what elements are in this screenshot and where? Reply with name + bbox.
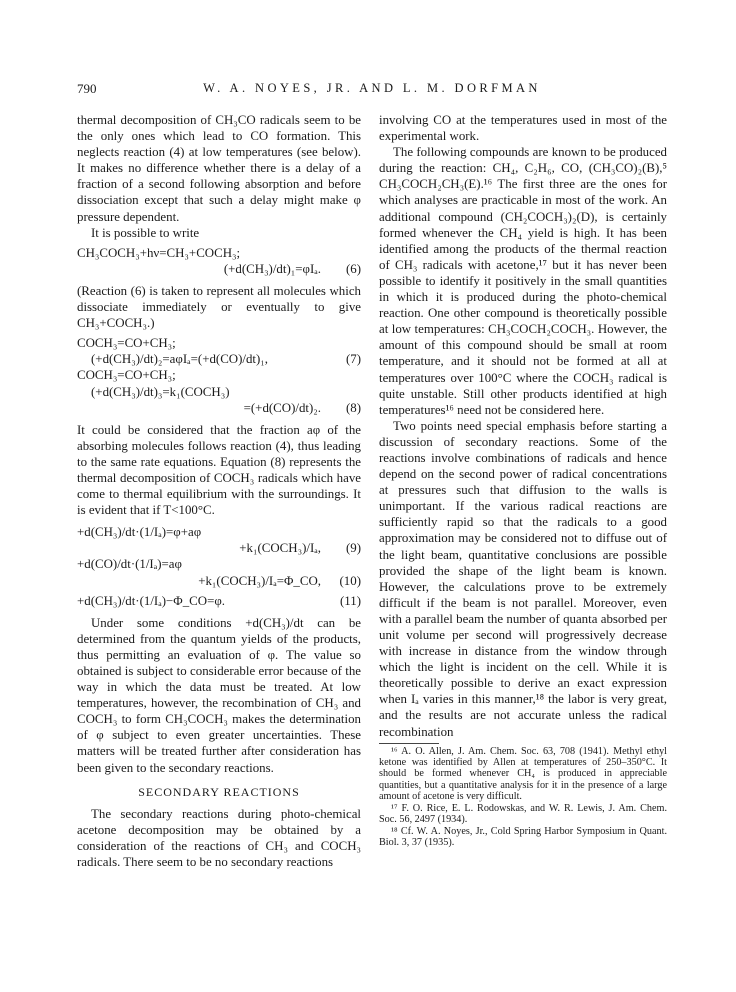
- footnote-16: ¹⁶ A. O. Allen, J. Am. Chem. Soc. 63, 708 (1941). Methyl ethyl ketone was identified by Allen at temperatures of 250–350°C. It should be formed whenever CH₄ is produced in appreciable quantities, but a quantitative analysis for it in the presence of a large amount of acetone is very difficult.: [379, 745, 667, 803]
- footnote-18: ¹⁸ Cf. W. A. Noyes, Jr., Cold Spring Harbor Symposium in Quant. Biol. 3, 37 (1935).: [379, 825, 667, 848]
- paragraph: Under some conditions +d(CH₃)/dt can be determined from the quantum yields of the products, thus permitting an evaluation of φ. The value so obtained is subject to considerable error because of the way in which the data must be treated. At low temperatures, however, the recombination of CH₃ and COCH₃ to form CH₃COCH₃ makes the determination of φ subject to even greater uncertainties. These matters will be treated further after consideration has been given to the secondary reactions.: [77, 615, 361, 775]
- equation-10: +d(CO)/dt·(1/Iₐ)=aφ: [77, 557, 182, 572]
- paragraph: The secondary reactions during photo-chemical acetone decomposition may be obtained by a consideration of the reactions of CH₃ and COCH₃ radicals. There seem to be no secondary reactions: [77, 806, 361, 870]
- paragraph: (Reaction (6) is taken to represent all molecules which dissociate immediately or eventually to give CH₃+COCH₃.): [77, 283, 361, 331]
- equation-number: (10): [339, 573, 361, 588]
- equation-number: (8): [345, 400, 361, 415]
- left-column: thermal decomposition of CH₃CO radicals seem to be the only ones which lead to CO formation. This neglects reaction (4) at low temperatures (see below). It makes no difference whether there is a delay of a fraction of a second following absorption and before dissociation except that such a delay might make φ pressure dependent. It is possible to write CH₃COCH₃+hν=CH₃+COCH₃; (+d(CH₃)/dt)₁=φIₐ. (6) (Reaction (6) is taken to represent all molecules which dissociate immediately or eventually to give CH₃+COCH₃.) COCH₃=CO+CH₃; (+d(CH₃)/dt)₂=aφIₐ=(+d(CO)/dt)₁, (7) COCH₃=CO+CH₃; (+d(CH₃)/dt)₃=k₁(COCH₃) =(+d(CO)/dt)₂. (8) It could be considered that the fraction aφ of the absorbing molecules follows reaction (4), thus leading to the same rate equations. Equation (8) represents the thermal decomposition of COCH₃ radicals which have come to thermal equilibrium with the surroundings. It is evident that if T<100°C. +d(CH₃)/dt·(1/Iₐ)=φ+aφ +k₁(COCH₃)/Iₐ, (9) +d(CO)/dt·(1/Iₐ)=aφ +k₁(COCH₃)/Iₐ=Φ_CO, (10) +d(CH₃)/dt·(1/Iₐ)−Φ_CO=φ. (11) Under some conditions +d(CH₃)/dt can be determined from the quantum yields of the products, thus permitting an evaluation of φ. The value so obtained is subject to considerable error because of the way in which the data must be treated. At low temperatures, however, the recombination of CH₃ and COCH₃ to form CH₃COCH₃ makes the determination of φ subject to even greater uncertainties. These matters will be treated further after consideration has been given to the secondary reactions. SECONDARY REACTIONS The secondary reactions during photo-chemical acetone decomposition may be obtained by a consideration of the reactions of CH₃ and COCH₃ radicals. There seem to be no secondary reactions: [77, 113, 361, 870]
- footnote-rule: [379, 743, 439, 744]
- equation-number: (7): [345, 352, 361, 367]
- equation-number: (9): [345, 541, 361, 556]
- paragraph: It could be considered that the fraction aφ of the absorbing molecules follows reaction (4), thus leading to the same rate equations. Equation (8) represents the thermal decomposition of COCH₃ radicals which have come to thermal equilibrium with the surroundings. It is evident that if T<100°C.: [77, 422, 361, 518]
- section-heading: SECONDARY REACTIONS: [138, 784, 300, 799]
- paragraph: involving CO at the temperatures used in most of the experimental work.: [379, 113, 667, 144]
- footnotes: [379, 746, 667, 849]
- equation-number: (11): [340, 593, 361, 608]
- equation-9: +d(CH₃)/dt·(1/Iₐ)=φ+aφ: [77, 525, 202, 540]
- paragraph: The following compounds are known to be produced during the reaction: CH₄, C₂H₆, CO, (CH₃CO)₂(B),⁵ CH₃COCH₂CH₃(E).¹⁶ The first three are the ones for which analyses are practicable in most of the work. An additional compound (CH₂COCH₃)₂(D), is certainly formed whenever the CH₄ yield is high. It has been identified among the products of the thermal reaction of CH₃ radicals with acetone,¹⁷ but it has never been possible to identify it positively in the small quantities in which it is produced during the photo-chemical reaction. One other compound is theoretically possible at low temperatures: CH₃COCH₂COCH₃. However, the amount of this compound should be small at room temperature, and it should not be formed at all at temperatures over 100°C where the COCH₃ radical is quite unstable. Still other products identified at high temperatures¹⁶ need not be considered here.: [379, 145, 667, 417]
- paragraph: It is possible to write: [91, 225, 200, 240]
- right-column: [379, 112, 667, 848]
- equation-number: (6): [345, 261, 361, 276]
- equation-7: COCH₃=CO+CH₃;: [77, 336, 176, 351]
- footnote-17: ¹⁷ F. O. Rice, E. L. Rodowskas, and W. R. Lewis, J. Am. Chem. Soc. 56, 2497 (1934).: [379, 802, 667, 826]
- equation-6: CH₃COCH₃+hν=CH₃+COCH₃;: [77, 245, 241, 260]
- page-number: 790: [77, 81, 97, 96]
- equation-11: +d(CH₃)/dt·(1/Iₐ)−Φ_CO=φ. (11): [77, 593, 361, 608]
- paragraph: thermal decomposition of CH₃CO radicals seem to be the only ones which lead to CO formation. This neglects reaction (4) at low temperatures (see below). It makes no difference whether there is a delay of a fraction of a second following absorption and before dissociation except that such a delay might make φ pressure dependent.: [77, 113, 361, 224]
- running-title: W. A. NOYES, JR. AND L. M. DORFMAN: [203, 81, 541, 95]
- paragraph: Two points need special emphasis before starting a discussion of secondary reactions. Some of the reactions involve combinations of radicals and hence depend on the second power of radical concentrations at pressures such that diffusion to the walls is unimportant. If the various radical reactions are sufficiently rapid so that the radicals to a good approximation may be considered not to diffuse out of the light beam, quantitative conclusions are possible provided the shape of the light beam is known. However, the calculations prove to be extremely difficult if the beam is not parallel. Moreover, even with a parallel beam the number of quanta absorbed per unit volume per second will progressively decrease with increase in distance from the window through which the light is incident on the cell. While it is theoretically possible to derive an exact expression when Iₐ varies in this manner,¹⁸ the labor is very great, and the results are not accurate unless the radical recombination: [379, 418, 667, 739]
- equation-8: COCH₃=CO+CH₃;: [77, 368, 176, 383]
- running-header: [77, 81, 667, 99]
